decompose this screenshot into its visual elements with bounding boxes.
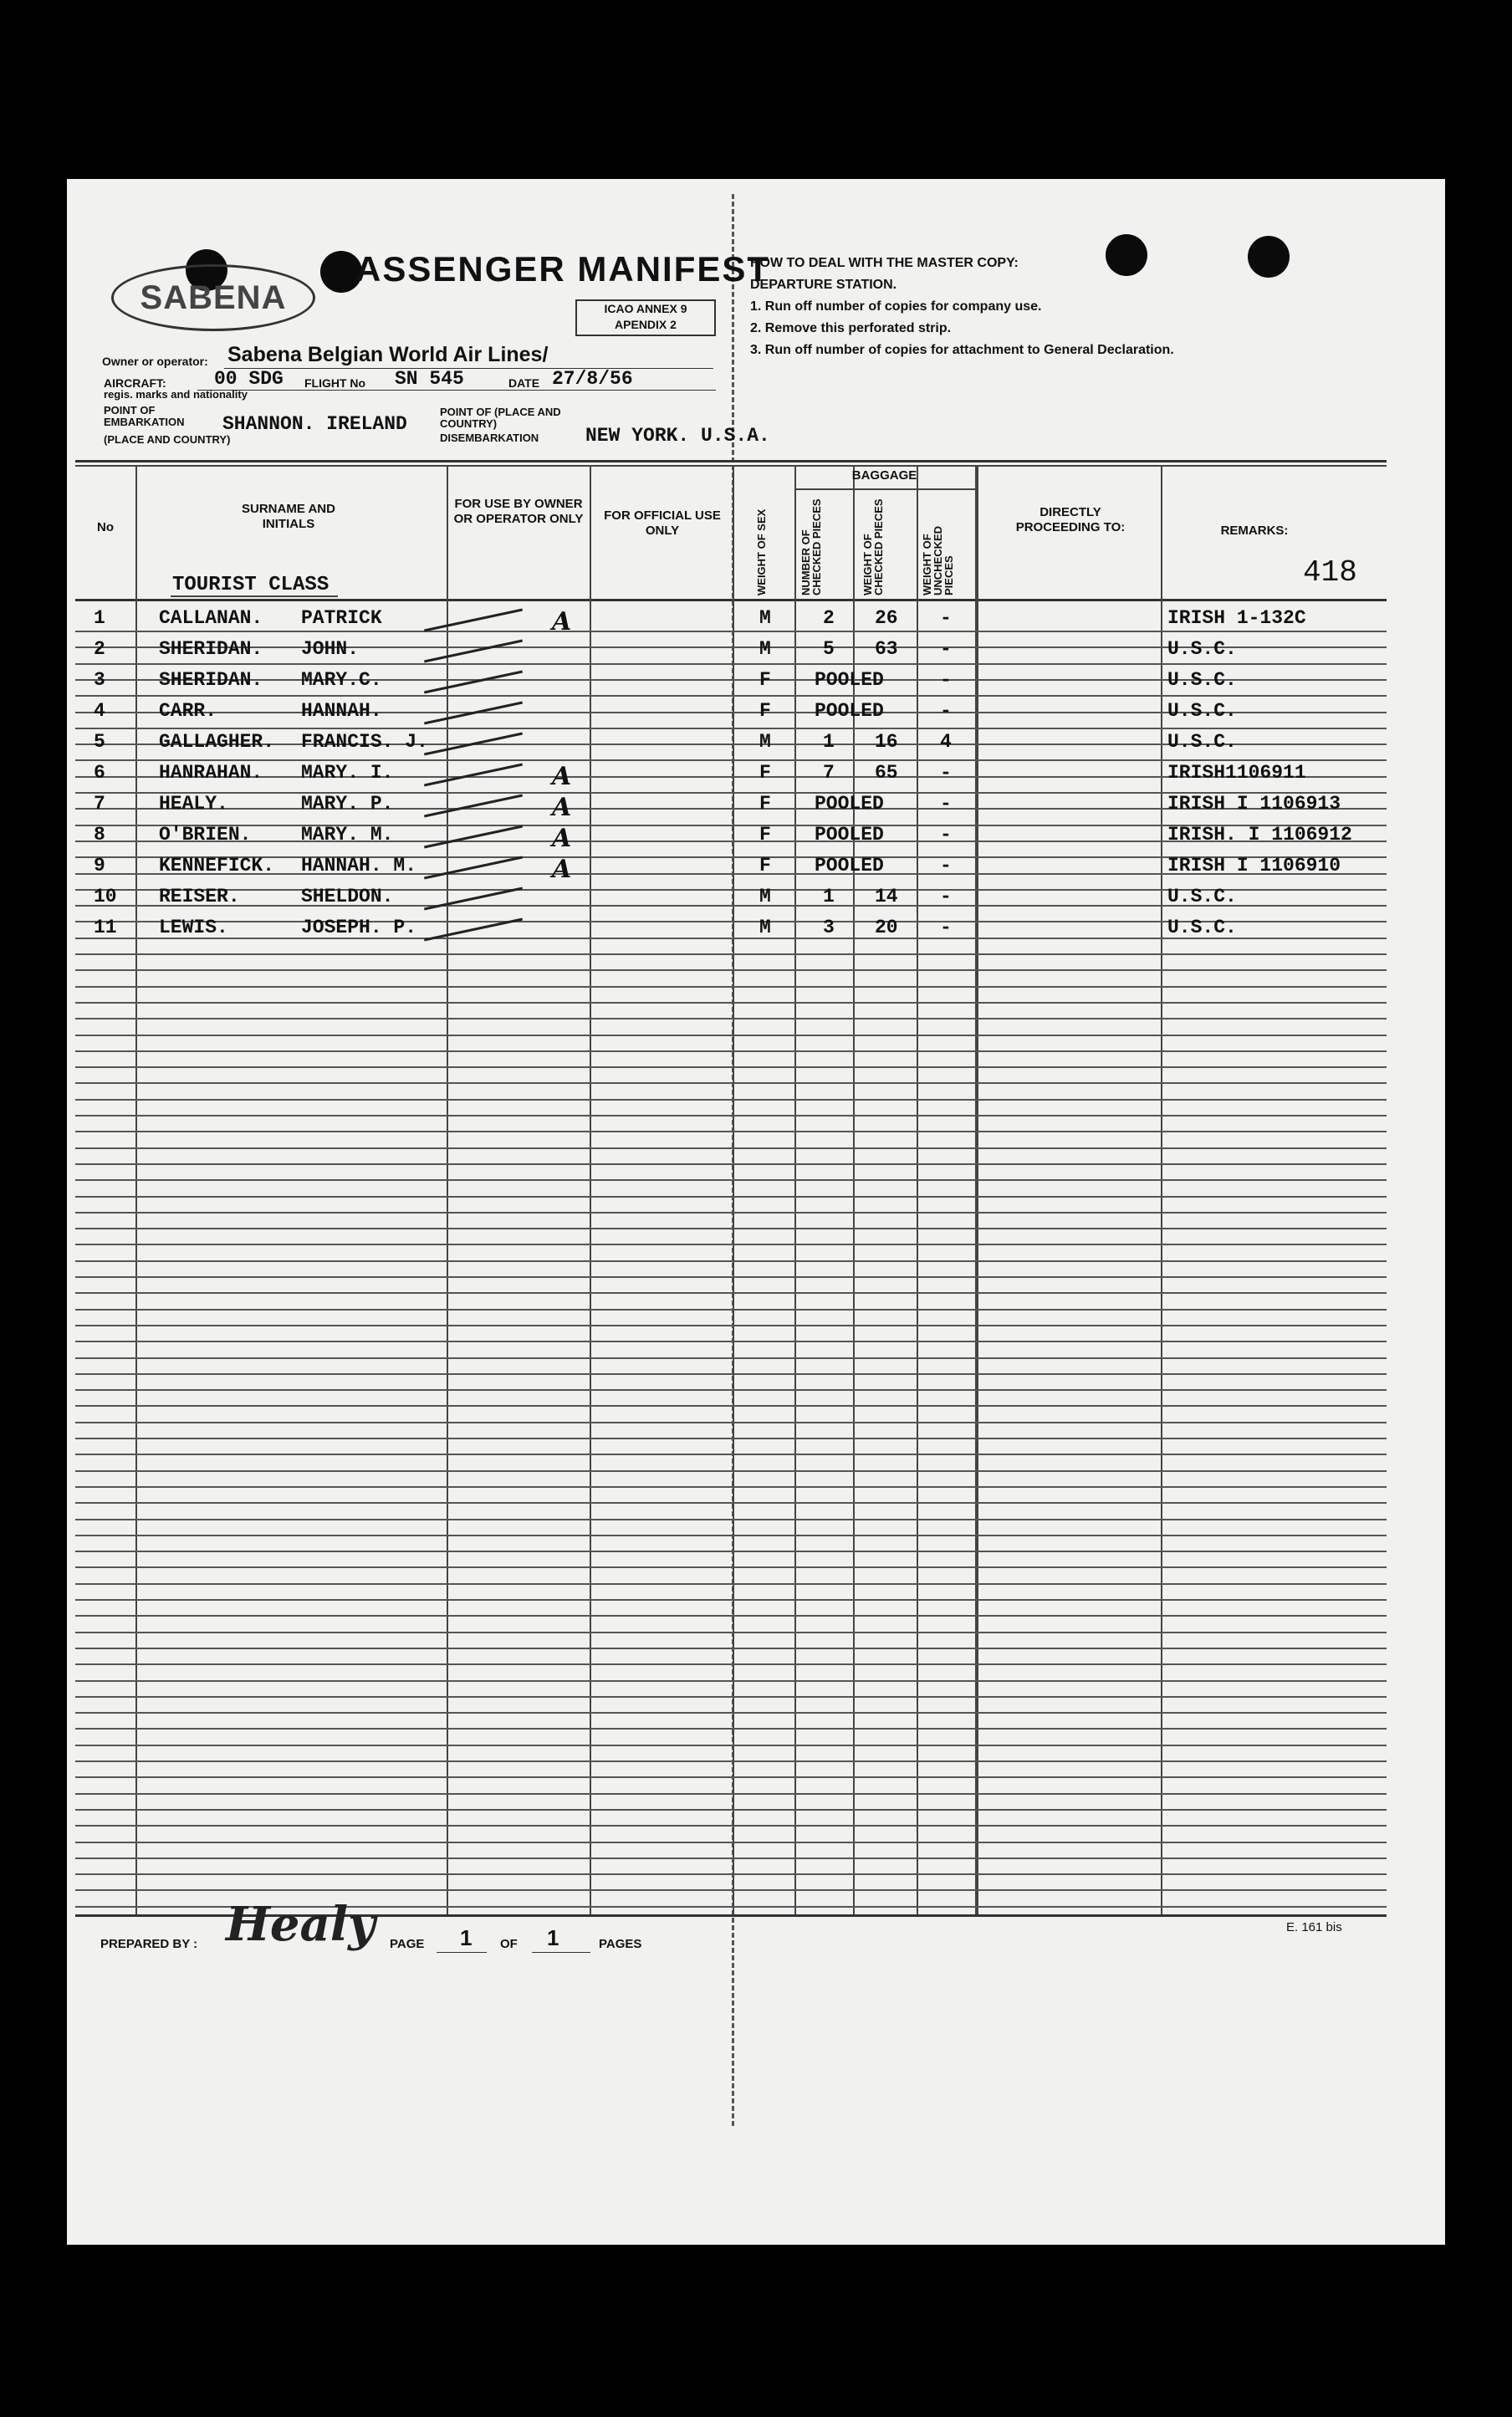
row-sex: F [759, 762, 771, 784]
ruled-line [75, 1566, 1387, 1568]
ruled-line [75, 1325, 1387, 1326]
ruled-line [75, 1179, 1387, 1181]
row-surname: SHERIDAN. [159, 638, 263, 660]
col-baggage: BAGGAGE [851, 468, 917, 483]
ruled-line [75, 1163, 1387, 1165]
row-sex: M [759, 917, 771, 938]
ruled-line [75, 1082, 1387, 1084]
instruction-line: 2. Remove this perforated strip. [750, 321, 952, 335]
ruled-line [75, 1663, 1387, 1665]
ruled-line [75, 1099, 1387, 1101]
ruled-line [75, 695, 1387, 697]
row-surname: O'BRIEN. [159, 824, 252, 846]
row-initials: HANNAH. M. [301, 855, 417, 876]
class-label: TOURIST CLASS [172, 574, 329, 596]
row-unchecked: - [940, 917, 952, 938]
icao-line-2: APENDIX 2 [615, 318, 677, 331]
ruled-line [75, 1809, 1387, 1811]
row-sex: F [759, 855, 771, 876]
column-divider [447, 465, 448, 1917]
ruled-line [75, 986, 1387, 988]
row-pieces: POOLED [815, 793, 884, 815]
ruled-line [75, 1680, 1387, 1682]
row-pieces: 5 [823, 638, 835, 660]
row-pieces: 3 [823, 917, 835, 938]
row-initials: MARY. I. [301, 762, 394, 784]
form-code: E. 161 bis [1286, 1920, 1342, 1934]
embark-label: POINT OF EMBARKATION [104, 404, 185, 428]
row-pieces: 2 [823, 607, 835, 629]
ruled-line [75, 1842, 1387, 1843]
ruled-line [75, 1470, 1387, 1472]
row-initials: JOHN. [301, 638, 360, 660]
row-number: 4 [94, 700, 105, 722]
row-initials: SHELDON. [301, 886, 394, 907]
row-sex: M [759, 607, 771, 629]
ruled-line [75, 1260, 1387, 1262]
row-number: 1 [94, 607, 105, 629]
ruled-line [75, 1728, 1387, 1730]
instruction-line: HOW TO DEAL WITH THE MASTER COPY: [750, 256, 1019, 270]
row-sex: M [759, 731, 771, 753]
row-mark: A [552, 855, 572, 884]
row-unchecked: - [940, 793, 952, 815]
row-mark: A [552, 762, 572, 791]
ruled-line [75, 1551, 1387, 1552]
row-unchecked: 4 [940, 731, 952, 753]
row-unchecked: - [940, 607, 952, 629]
owner-label: Owner or operator: [102, 355, 208, 368]
row-pieces: POOLED [815, 669, 884, 691]
ruled-line [75, 1632, 1387, 1633]
ruled-line [75, 1599, 1387, 1601]
ruled-line [75, 1212, 1387, 1214]
row-surname: HANRAHAN. [159, 762, 263, 784]
embark-sub: (PLACE AND COUNTRY) [104, 433, 231, 446]
row-remarks: IRISH. I 1106912 [1167, 824, 1352, 846]
col-owner-use: FOR USE BY OWNER OR OPERATOR ONLY [453, 497, 584, 526]
ruled-line [75, 969, 1387, 971]
ruled-line [75, 1018, 1387, 1019]
col-no: No [97, 520, 114, 534]
of-underline [532, 1952, 590, 1953]
row-sex: F [759, 793, 771, 815]
col-surname: SURNAME AND INITIALS [242, 502, 335, 531]
disembark-label: POINT OF (PLACE AND COUNTRY) [440, 406, 561, 430]
row-surname: CALLANAN. [159, 607, 263, 629]
row-surname: CARR. [159, 700, 217, 722]
row-pieces: POOLED [815, 855, 884, 876]
instruction-line: 1. Run off number of copies for company use. [750, 299, 1042, 314]
signature: Healy [226, 1897, 375, 1952]
ruled-line [75, 1519, 1387, 1520]
disembark-sub: DISEMBARKATION [440, 432, 539, 444]
owner-value: Sabena Belgian World Air Lines/ [227, 343, 549, 366]
table-header-bottom [75, 599, 1387, 601]
ruled-line [75, 1583, 1387, 1585]
page-value: 1 [460, 1925, 472, 1950]
column-divider [135, 465, 137, 1917]
row-number: 9 [94, 855, 105, 876]
page-underline [437, 1952, 487, 1953]
date-label: DATE [508, 376, 540, 390]
date-value: 27/8/56 [552, 368, 633, 390]
row-unchecked: - [940, 638, 952, 660]
ruled-line [75, 1454, 1387, 1455]
row-pieces: 1 [823, 731, 835, 753]
row-unchecked: - [940, 669, 952, 691]
ruled-line [75, 1002, 1387, 1004]
row-weight: 20 [875, 917, 898, 938]
column-divider [733, 465, 734, 1917]
row-surname: GALLAGHER. [159, 731, 275, 753]
row-pieces: POOLED [815, 700, 884, 722]
punch-hole [1248, 236, 1290, 278]
col-directly: DIRECTLY PROCEEDING TO: [1015, 505, 1126, 534]
ruled-line [75, 1535, 1387, 1536]
row-remarks: U.S.C. [1167, 731, 1237, 753]
ruled-line [75, 1873, 1387, 1875]
row-weight: 63 [875, 638, 898, 660]
of-label: OF [500, 1937, 518, 1951]
column-divider [977, 465, 978, 1917]
ruled-line [75, 1648, 1387, 1649]
aircraft-underline [197, 390, 716, 391]
ruled-line [75, 1760, 1387, 1762]
ruled-line [75, 1502, 1387, 1504]
row-initials: HANNAH. [301, 700, 382, 722]
aircraft-label: AIRCRAFT: [104, 376, 166, 390]
pages-label: PAGES [599, 1937, 642, 1951]
ruled-line [75, 631, 1387, 632]
row-remarks: IRISH1106911 [1167, 762, 1306, 784]
embark-value: SHANNON. IRELAND [222, 413, 407, 435]
row-weight: 65 [875, 762, 898, 784]
page-title: ASSENGER MANIFEST [355, 249, 771, 289]
column-divider [590, 465, 591, 1917]
page-label: PAGE [390, 1937, 425, 1951]
row-number: 5 [94, 731, 105, 753]
aircraft-value: 00 SDG [214, 368, 284, 390]
ruled-line [75, 1825, 1387, 1827]
row-remarks: U.S.C. [1167, 886, 1237, 907]
col-weight-checked: WEIGHT OF CHECKED PIECES [861, 498, 885, 595]
ruled-line [75, 1389, 1387, 1391]
row-surname: KENNEFICK. [159, 855, 275, 876]
flight-label: FLIGHT No [304, 376, 366, 390]
table-top-rule [75, 460, 1387, 462]
row-weight: 26 [875, 607, 898, 629]
ruled-line [75, 1357, 1387, 1359]
row-remarks: U.S.C. [1167, 917, 1237, 938]
row-remarks: U.S.C. [1167, 638, 1237, 660]
row-unchecked: - [940, 700, 952, 722]
row-pieces: POOLED [815, 824, 884, 846]
owner-underline [224, 368, 713, 369]
ruled-line [75, 1341, 1387, 1342]
row-sex: F [759, 824, 771, 846]
row-remarks: IRISH 1-132C [1167, 607, 1306, 629]
col-weight-unchecked: WEIGHT OF UNCHECKED PIECES [921, 525, 955, 595]
ruled-line [75, 1228, 1387, 1229]
row-weight: 16 [875, 731, 898, 753]
row-unchecked: - [940, 855, 952, 876]
row-initials: JOSEPH. P. [301, 917, 417, 938]
row-number: 6 [94, 762, 105, 784]
row-initials: PATRICK [301, 607, 382, 629]
ruled-line [75, 1309, 1387, 1311]
row-pieces: 1 [823, 886, 835, 907]
ruled-line [75, 759, 1387, 761]
row-remarks: IRISH I 1106913 [1167, 793, 1341, 815]
ruled-line [75, 1486, 1387, 1488]
ruled-line [75, 1115, 1387, 1117]
row-number: 11 [94, 917, 117, 938]
row-unchecked: - [940, 762, 952, 784]
ruled-line [75, 1889, 1387, 1891]
ruled-line [75, 1422, 1387, 1423]
col-official: FOR OFFICIAL USE ONLY [604, 508, 721, 538]
ruled-line [75, 728, 1387, 729]
row-mark: A [552, 824, 572, 853]
ruled-line [75, 1276, 1387, 1278]
row-sex: F [759, 700, 771, 722]
of-value: 1 [547, 1925, 559, 1950]
row-initials: MARY. M. [301, 824, 394, 846]
row-unchecked: - [940, 886, 952, 907]
row-surname: SHERIDAN. [159, 669, 263, 691]
ruled-line [75, 1615, 1387, 1617]
ruled-line [75, 1776, 1387, 1778]
column-divider [1161, 465, 1162, 1917]
archive-number: 418 [1303, 555, 1357, 590]
row-sex: M [759, 886, 771, 907]
table-top-rule-2 [75, 465, 1387, 467]
ruled-line [75, 1712, 1387, 1714]
master-copy-instructions [750, 253, 1174, 361]
icao-line-1: ICAO ANNEX 9 [604, 302, 687, 315]
ruled-line [75, 1292, 1387, 1294]
ruled-line [75, 1147, 1387, 1149]
row-mark: A [552, 793, 572, 822]
ruled-line [75, 1050, 1387, 1052]
regis-label: regis. marks and nationality [104, 388, 248, 401]
ruled-line [75, 1196, 1387, 1198]
class-underline [171, 595, 338, 597]
ruled-line [75, 1696, 1387, 1698]
disembark-value: NEW YORK. U.S.A. [585, 425, 770, 447]
ruled-line [75, 1857, 1387, 1859]
ruled-line [75, 1244, 1387, 1245]
row-surname: REISER. [159, 886, 240, 907]
col-remarks: REMARKS: [1220, 524, 1289, 538]
row-sex: F [759, 669, 771, 691]
row-remarks: IRISH I 1106910 [1167, 855, 1341, 876]
ruled-line [75, 1438, 1387, 1439]
sabena-logo: SABENA [111, 264, 315, 331]
ruled-line [75, 1745, 1387, 1746]
row-mark: A [552, 607, 572, 636]
row-pieces: 7 [823, 762, 835, 784]
row-initials: FRANCIS. J. [301, 731, 428, 753]
row-unchecked: - [940, 824, 952, 846]
ruled-line [75, 1793, 1387, 1795]
row-number: 2 [94, 638, 105, 660]
ruled-line [75, 953, 1387, 955]
row-initials: MARY.C. [301, 669, 382, 691]
row-initials: MARY. P. [301, 793, 394, 815]
row-number: 3 [94, 669, 105, 691]
ruled-line [75, 1066, 1387, 1068]
row-remarks: U.S.C. [1167, 669, 1237, 691]
row-weight: 14 [875, 886, 898, 907]
row-sex: M [759, 638, 771, 660]
row-surname: HEALY. [159, 793, 228, 815]
ruled-line [75, 663, 1387, 665]
ruled-line [75, 1131, 1387, 1132]
instruction-line: 3. Run off number of copies for attachment to General Declaration. [750, 343, 1174, 357]
row-number: 8 [94, 824, 105, 846]
flight-value: SN 545 [395, 368, 464, 390]
column-divider [917, 465, 918, 1917]
ruled-line [75, 1373, 1387, 1375]
row-number: 10 [94, 886, 117, 907]
ruled-line [75, 1405, 1387, 1407]
prepared-label: PREPARED BY : [100, 1937, 198, 1951]
row-surname: LEWIS. [159, 917, 228, 938]
col-num-checked: NUMBER OF CHECKED PIECES [799, 498, 823, 595]
instruction-line: DEPARTURE STATION. [750, 278, 897, 292]
icao-box [575, 299, 716, 336]
row-number: 7 [94, 793, 105, 815]
ruled-line [75, 1035, 1387, 1036]
col-sex: WEIGHT OF SEX [755, 508, 768, 595]
row-remarks: U.S.C. [1167, 700, 1237, 722]
column-divider [794, 465, 796, 1917]
